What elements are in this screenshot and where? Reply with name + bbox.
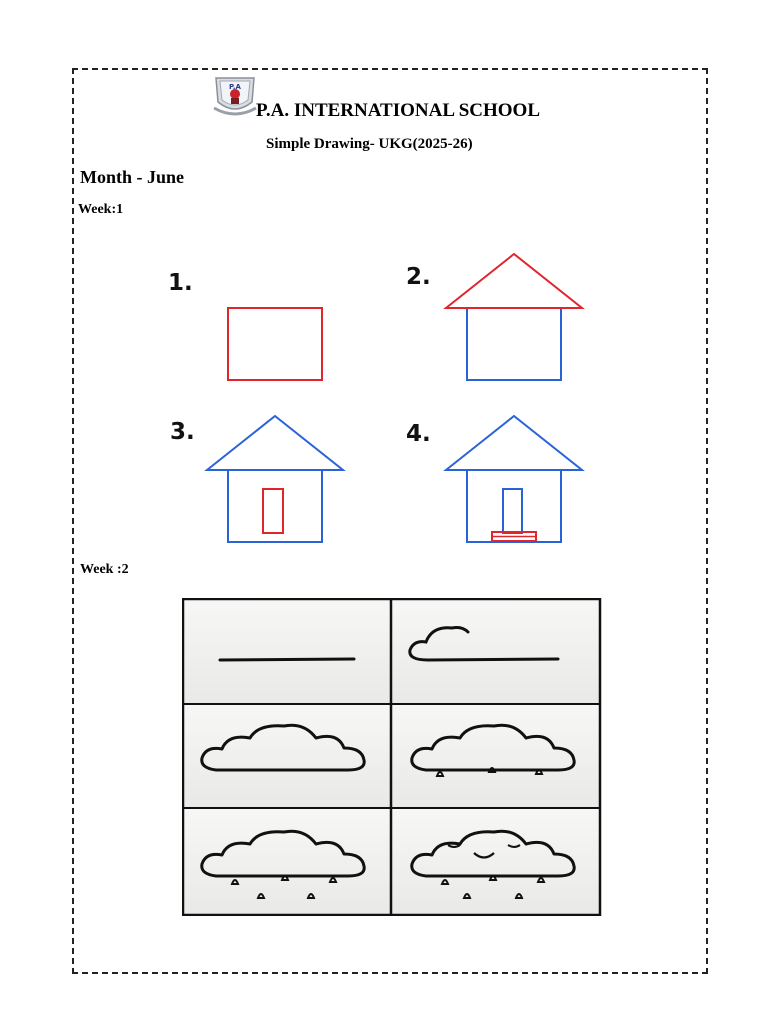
red-square (228, 308, 322, 380)
cloud-panel-3 (183, 705, 390, 807)
cloud-panel-2 (392, 599, 600, 703)
logo-lettering: P.A (229, 83, 241, 91)
house-drawing-steps (160, 250, 600, 550)
blue-roof (446, 416, 582, 470)
school-logo (210, 72, 260, 120)
blue-door (503, 489, 522, 533)
school-name: P.A. INTERNATIONAL SCHOOL (256, 100, 541, 121)
step-number-1: 1. (168, 270, 193, 296)
cloud-panel-6 (392, 809, 600, 915)
house-step-3 (170, 416, 343, 542)
blue-house-body (228, 470, 322, 542)
red-door (263, 489, 283, 533)
step-number-3: 3. (170, 419, 195, 445)
worksheet-subtitle: Simple Drawing- UKG(2025-26) (266, 136, 473, 152)
week2-label: Week :2 (80, 562, 129, 577)
red-roof (446, 254, 582, 308)
step-number-2: 2. (406, 264, 431, 290)
cloud-panel-1 (183, 599, 390, 703)
cloud-panel-5 (183, 809, 390, 915)
house-step-4 (406, 416, 582, 542)
step-number-4: 4. (406, 421, 431, 447)
blue-roof (207, 416, 343, 470)
cloud-panel-4 (392, 705, 600, 807)
house-step-1 (168, 270, 322, 380)
week1-label: Week:1 (78, 202, 124, 217)
cloud-drawing-steps (182, 598, 602, 916)
blue-house-body (467, 308, 561, 380)
month-label: Month - June (80, 167, 185, 187)
house-step-2 (406, 254, 582, 380)
